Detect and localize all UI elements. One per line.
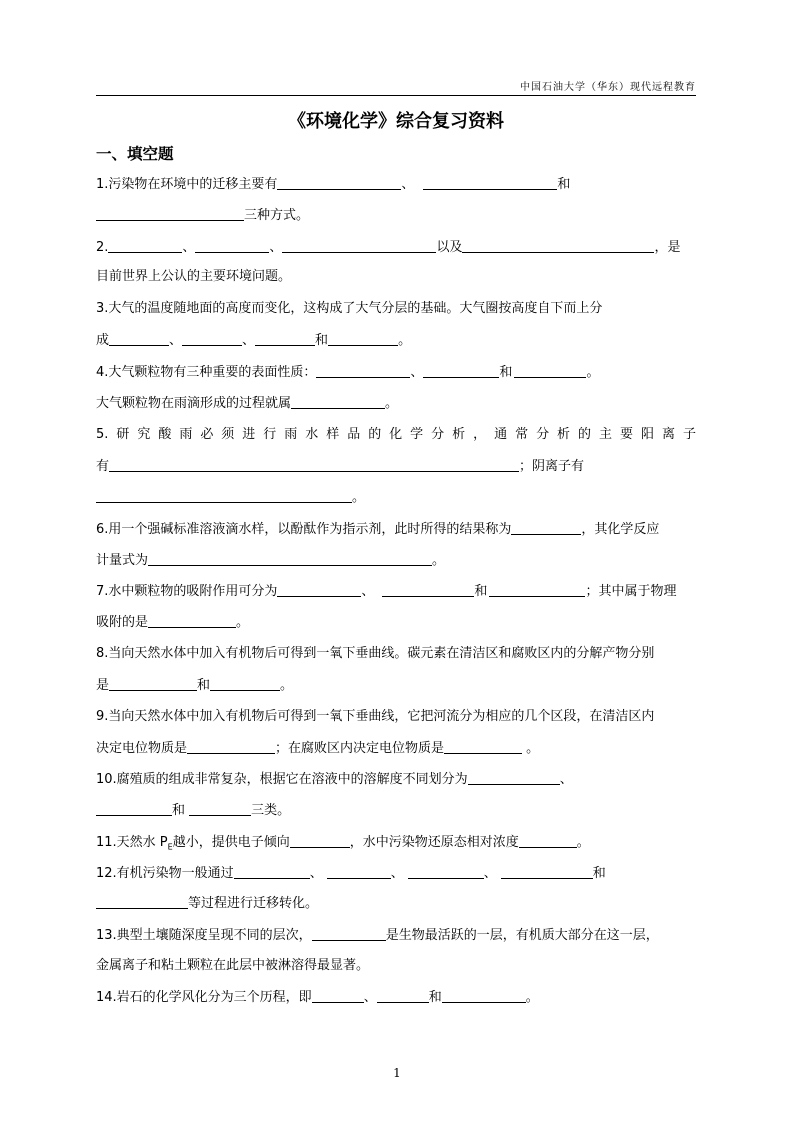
blank[interactable] bbox=[489, 582, 585, 597]
blank[interactable] bbox=[96, 801, 172, 816]
question-5-char: 子 bbox=[682, 427, 696, 442]
question-13-line-2: 金属离子和粘土颗粒在此层中被淋溶得最显著。 bbox=[96, 958, 370, 973]
question-5-char: 离 bbox=[661, 427, 675, 442]
blank[interactable] bbox=[148, 613, 236, 628]
question-5-char: 通 bbox=[494, 427, 508, 442]
question-4: 4.大气颗粒物有三种重要的表面性质： 、 和 。 bbox=[96, 365, 600, 380]
blank[interactable] bbox=[290, 833, 350, 848]
section-heading: 一、填空题 bbox=[96, 144, 174, 163]
question-4-line-2: 大气颗粒物在雨滴形成的过程就属 。 bbox=[96, 396, 399, 411]
question-2-line-2: 目前世界上公认的主要环境问题。 bbox=[96, 269, 292, 284]
blank[interactable] bbox=[96, 488, 352, 503]
blank[interactable] bbox=[511, 520, 581, 535]
blank[interactable] bbox=[96, 894, 188, 909]
blank[interactable] bbox=[501, 864, 593, 879]
blank[interactable] bbox=[109, 676, 197, 691]
blank[interactable] bbox=[312, 926, 386, 941]
question-8: 8.当向天然水体中加入有机物后可得到一氧下垂曲线。碳元素在清洁区和腐败区内的分解产物分别 bbox=[96, 646, 655, 661]
question-5-char: 酸 bbox=[158, 427, 172, 442]
page-number: 1 bbox=[393, 1066, 401, 1080]
blank[interactable] bbox=[210, 676, 280, 691]
blank[interactable] bbox=[316, 363, 410, 378]
blank[interactable] bbox=[277, 175, 401, 190]
blank[interactable] bbox=[109, 331, 169, 346]
question-5-char: 析 bbox=[452, 427, 466, 442]
header-rule bbox=[96, 95, 696, 96]
question-5-char: 研 bbox=[116, 427, 130, 442]
question-12: 12.有机污染物一般通过 、 、 、 和 bbox=[96, 866, 606, 881]
question-5 bbox=[96, 426, 696, 444]
question-5-char: 品 bbox=[347, 427, 361, 442]
question-7: 7.水中颗粒物的吸附作用可分为 、 和 ；其中属于物理 bbox=[96, 584, 677, 599]
blank[interactable] bbox=[234, 864, 310, 879]
blank[interactable] bbox=[255, 331, 315, 346]
blank[interactable] bbox=[468, 770, 560, 785]
question-5-char: 分 bbox=[431, 427, 445, 442]
question-5-char: 主 bbox=[599, 427, 613, 442]
blank[interactable] bbox=[423, 363, 499, 378]
question-7-line-2: 吸附的是 。 bbox=[96, 615, 250, 630]
question-12-line-2: 等过程进行迁移转化。 bbox=[96, 894, 696, 913]
question-5-char: ， bbox=[473, 427, 487, 442]
question-5-char: 雨 bbox=[179, 427, 193, 442]
question-5-char: 必 bbox=[200, 427, 214, 442]
question-11: 11.天然水 $P_E$越小，提供电子倾向 ，水中污染物还原态相对浓度 。 bbox=[96, 835, 590, 852]
blank[interactable] bbox=[444, 739, 522, 754]
question-5-char: 水 bbox=[305, 427, 319, 442]
question-5-char: 化 bbox=[389, 427, 403, 442]
question-5-char: 的 bbox=[368, 427, 382, 442]
question-5-char: 样 bbox=[326, 427, 340, 442]
question-5-line-3: 。 bbox=[96, 488, 696, 507]
question-5-char: 雨 bbox=[284, 427, 298, 442]
question-13: 13.典型土壤随深度呈现不同的层次， 是生物最活跃的一层，有机质大部分在这一层， bbox=[96, 928, 659, 943]
blank[interactable] bbox=[195, 238, 269, 253]
question-5-char: 5. bbox=[96, 427, 109, 442]
question-9: 9.当向天然水体中加入有机物后可得到一氧下垂曲线，它把河流分为相应的几个区段，在清洁区内 bbox=[96, 709, 655, 724]
blank[interactable] bbox=[442, 988, 526, 1003]
question-5-char: 进 bbox=[242, 427, 256, 442]
blank[interactable] bbox=[423, 175, 557, 190]
blank[interactable] bbox=[462, 238, 654, 253]
question-5-char: 分 bbox=[536, 427, 550, 442]
blank[interactable] bbox=[514, 363, 586, 378]
question-10-line-2: 和 三类。 bbox=[96, 801, 696, 820]
question-5-char: 究 bbox=[137, 427, 151, 442]
question-5-char: 要 bbox=[620, 427, 634, 442]
question-5-char: 行 bbox=[263, 427, 277, 442]
question-5-line-2: 有 ；阴离子有 bbox=[96, 459, 585, 474]
page-header: 中国石油大学（华东）现代远程教育 bbox=[520, 82, 696, 93]
blank[interactable] bbox=[109, 457, 519, 472]
blank[interactable] bbox=[189, 801, 251, 816]
blank[interactable] bbox=[291, 394, 385, 409]
question-1-line-2: 三种方式。 bbox=[96, 206, 696, 225]
blank[interactable] bbox=[187, 739, 275, 754]
blank[interactable] bbox=[282, 238, 436, 253]
blank[interactable] bbox=[148, 551, 432, 566]
document-title: 《环境化学》综合复习资料 bbox=[288, 111, 504, 132]
question-5-char: 的 bbox=[578, 427, 592, 442]
blank[interactable] bbox=[408, 864, 484, 879]
question-5-char: 须 bbox=[221, 427, 235, 442]
question-5-char: 常 bbox=[515, 427, 529, 442]
blank[interactable] bbox=[327, 864, 391, 879]
question-5-char: 阳 bbox=[640, 427, 654, 442]
question-3-line-2: 成 、 、 和 。 bbox=[96, 333, 412, 348]
question-9-line-2: 决定电位物质是 ；在腐败区内决定电位物质是 。 bbox=[96, 741, 540, 756]
question-1: 1.污染物在环境中的迁移主要有 、 和 bbox=[96, 177, 571, 192]
question-8-line-2: 是 和 。 bbox=[96, 678, 294, 693]
blank[interactable] bbox=[328, 331, 398, 346]
question-3: 3.大气的温度随地面的高度而变化，这构成了大气分层的基础。大气圈按高度自下而上分 bbox=[96, 301, 603, 316]
blank[interactable] bbox=[519, 833, 577, 848]
question-14: 14.岩石的化学风化分为三个历程，即 、 和 。 bbox=[96, 990, 539, 1005]
blank[interactable] bbox=[382, 582, 474, 597]
blank[interactable] bbox=[377, 988, 429, 1003]
question-5-char: 学 bbox=[410, 427, 424, 442]
blank[interactable] bbox=[182, 331, 242, 346]
question-5-char: 析 bbox=[557, 427, 571, 442]
blank[interactable] bbox=[96, 206, 244, 221]
question-10: 10.腐殖质的组成非常复杂，根据它在溶液中的溶解度不同划分为 、 bbox=[96, 772, 573, 787]
blank[interactable] bbox=[108, 238, 182, 253]
blank[interactable] bbox=[312, 988, 364, 1003]
question-6: 6.用一个强碱标准溶液滴水样，以酚酞作为指示剂，此时所得的结果称为 ，其化学反应 bbox=[96, 522, 660, 537]
question-2: 2. 、 、 以及 ，是 bbox=[96, 240, 681, 255]
question-6-line-2: 计量式为 。 bbox=[96, 553, 446, 568]
blank[interactable] bbox=[277, 582, 361, 597]
